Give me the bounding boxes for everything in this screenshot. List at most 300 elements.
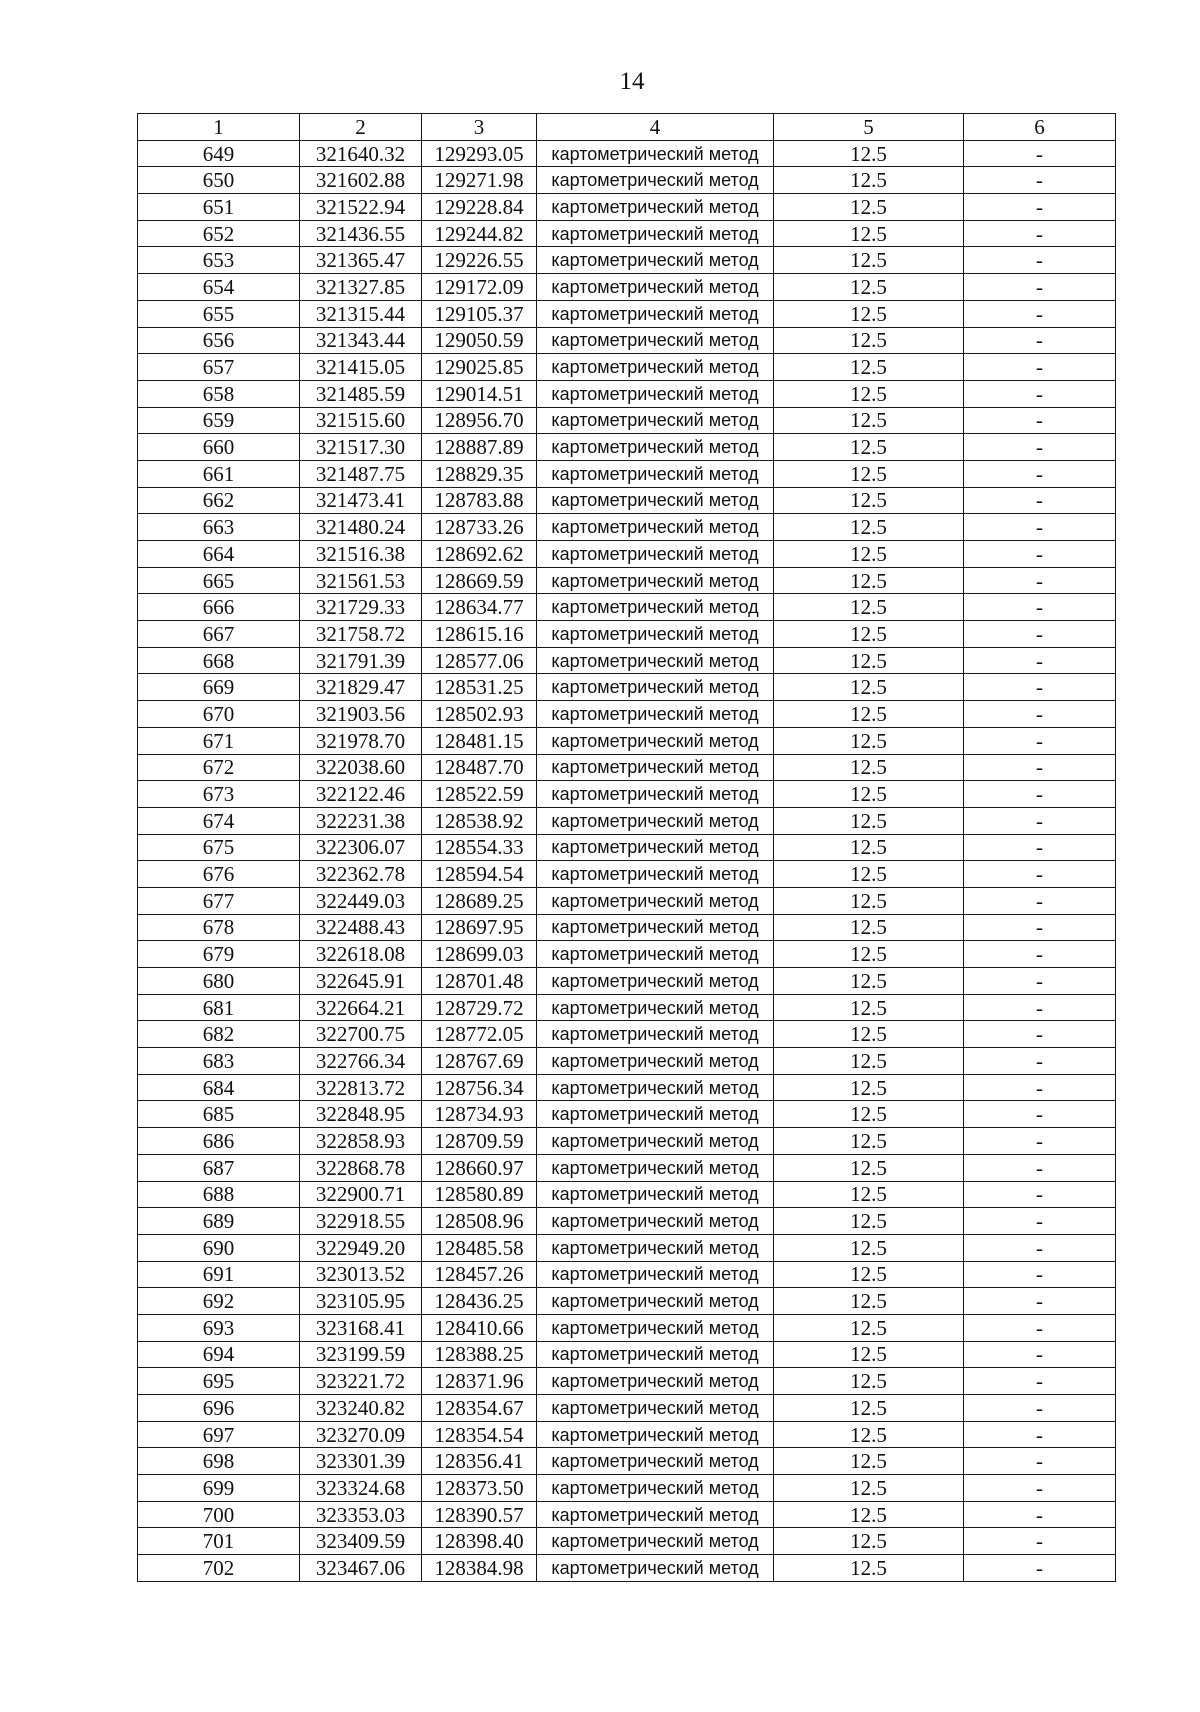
- accuracy-cell: 12.5: [774, 194, 964, 221]
- method-cell: картометрический метод: [537, 327, 774, 354]
- method-cell: картометрический метод: [537, 1475, 774, 1502]
- method-cell: картометрический метод: [537, 701, 774, 728]
- point-number-cell: 682: [138, 1021, 300, 1048]
- point-number-cell: 664: [138, 541, 300, 568]
- coordinate-y-cell: 129105.37: [422, 300, 537, 327]
- coordinate-y-cell: 128354.67: [422, 1395, 537, 1422]
- accuracy-cell: 12.5: [774, 1314, 964, 1341]
- table-row: [138, 647, 1116, 674]
- table-row: [138, 941, 1116, 968]
- method-cell: картометрический метод: [537, 1181, 774, 1208]
- coordinate-x-cell: 322122.46: [300, 781, 422, 808]
- method-cell: картометрический метод: [537, 1101, 774, 1128]
- point-number-cell: 700: [138, 1501, 300, 1528]
- method-cell: картометрический метод: [537, 914, 774, 941]
- coordinate-y-cell: 128384.98: [422, 1555, 537, 1582]
- table-row: [138, 754, 1116, 781]
- method-cell: картометрический метод: [537, 380, 774, 407]
- coordinate-y-cell: 128371.96: [422, 1368, 537, 1395]
- point-number-cell: 672: [138, 754, 300, 781]
- note-cell: -: [964, 1234, 1116, 1261]
- coordinate-y-cell: 128554.33: [422, 834, 537, 861]
- method-cell: картометрический метод: [537, 807, 774, 834]
- method-cell: картометрический метод: [537, 887, 774, 914]
- point-number-cell: 679: [138, 941, 300, 968]
- table-row: [138, 541, 1116, 568]
- note-cell: -: [964, 754, 1116, 781]
- note-cell: -: [964, 594, 1116, 621]
- table-row: [138, 1475, 1116, 1502]
- note-cell: -: [964, 140, 1116, 167]
- accuracy-cell: 12.5: [774, 1101, 964, 1128]
- coordinate-y-cell: 128701.48: [422, 968, 537, 995]
- note-cell: -: [964, 220, 1116, 247]
- note-cell: -: [964, 327, 1116, 354]
- point-number-cell: 697: [138, 1421, 300, 1448]
- column-header: 5: [774, 114, 964, 141]
- coordinate-y-cell: 128388.25: [422, 1341, 537, 1368]
- note-cell: -: [964, 1314, 1116, 1341]
- table-row: [138, 1021, 1116, 1048]
- accuracy-cell: 12.5: [774, 1074, 964, 1101]
- note-cell: -: [964, 487, 1116, 514]
- accuracy-cell: 12.5: [774, 834, 964, 861]
- note-cell: -: [964, 1208, 1116, 1235]
- point-number-cell: 654: [138, 274, 300, 301]
- table-row: [138, 727, 1116, 754]
- note-cell: -: [964, 1501, 1116, 1528]
- coordinate-x-cell: 323324.68: [300, 1475, 422, 1502]
- method-cell: картометрический метод: [537, 1421, 774, 1448]
- note-cell: -: [964, 914, 1116, 941]
- method-cell: картометрический метод: [537, 1341, 774, 1368]
- point-number-cell: 663: [138, 514, 300, 541]
- note-cell: -: [964, 541, 1116, 568]
- coordinate-y-cell: 129025.85: [422, 354, 537, 381]
- accuracy-cell: 12.5: [774, 1261, 964, 1288]
- accuracy-cell: 12.5: [774, 487, 964, 514]
- coordinate-y-cell: 128634.77: [422, 594, 537, 621]
- coordinate-x-cell: 321729.33: [300, 594, 422, 621]
- coordinate-y-cell: 128356.41: [422, 1448, 537, 1475]
- coordinate-y-cell: 128436.25: [422, 1288, 537, 1315]
- point-number-cell: 696: [138, 1395, 300, 1422]
- note-cell: -: [964, 380, 1116, 407]
- coordinate-x-cell: 322858.93: [300, 1128, 422, 1155]
- coordinate-y-cell: 129271.98: [422, 167, 537, 194]
- accuracy-cell: 12.5: [774, 621, 964, 648]
- note-cell: -: [964, 701, 1116, 728]
- method-cell: картометрический метод: [537, 754, 774, 781]
- coordinate-y-cell: 128956.70: [422, 407, 537, 434]
- column-header: 3: [422, 114, 537, 141]
- note-cell: -: [964, 674, 1116, 701]
- coordinate-y-cell: 128709.59: [422, 1128, 537, 1155]
- coordinate-x-cell: 323105.95: [300, 1288, 422, 1315]
- table-row: [138, 1074, 1116, 1101]
- coordinate-x-cell: 322664.21: [300, 994, 422, 1021]
- accuracy-cell: 12.5: [774, 941, 964, 968]
- coordinate-y-cell: 128692.62: [422, 541, 537, 568]
- method-cell: картометрический метод: [537, 1021, 774, 1048]
- accuracy-cell: 12.5: [774, 1421, 964, 1448]
- coordinate-y-cell: 128531.25: [422, 674, 537, 701]
- method-cell: картометрический метод: [537, 460, 774, 487]
- method-cell: картометрический метод: [537, 194, 774, 221]
- method-cell: картометрический метод: [537, 1528, 774, 1555]
- accuracy-cell: 12.5: [774, 807, 964, 834]
- note-cell: -: [964, 781, 1116, 808]
- note-cell: -: [964, 274, 1116, 301]
- method-cell: картометрический метод: [537, 514, 774, 541]
- point-number-cell: 652: [138, 220, 300, 247]
- table-row: [138, 674, 1116, 701]
- table-row: [138, 861, 1116, 888]
- note-cell: -: [964, 1154, 1116, 1181]
- coordinate-y-cell: 128829.35: [422, 460, 537, 487]
- coordinate-y-cell: 129293.05: [422, 140, 537, 167]
- coordinate-y-cell: 128487.70: [422, 754, 537, 781]
- table-row: [138, 1368, 1116, 1395]
- point-number-cell: 665: [138, 567, 300, 594]
- note-cell: -: [964, 1368, 1116, 1395]
- accuracy-cell: 12.5: [774, 754, 964, 781]
- coordinate-x-cell: 321978.70: [300, 727, 422, 754]
- point-number-cell: 653: [138, 247, 300, 274]
- accuracy-cell: 12.5: [774, 1154, 964, 1181]
- coordinate-y-cell: 128756.34: [422, 1074, 537, 1101]
- table-row: [138, 1421, 1116, 1448]
- note-cell: -: [964, 647, 1116, 674]
- coordinate-y-cell: 128373.50: [422, 1475, 537, 1502]
- coordinate-y-cell: 128580.89: [422, 1181, 537, 1208]
- coordinate-x-cell: 321829.47: [300, 674, 422, 701]
- accuracy-cell: 12.5: [774, 674, 964, 701]
- method-cell: картометрический метод: [537, 647, 774, 674]
- accuracy-cell: 12.5: [774, 968, 964, 995]
- method-cell: картометрический метод: [537, 567, 774, 594]
- table-row: [138, 220, 1116, 247]
- method-cell: картометрический метод: [537, 727, 774, 754]
- table-row: [138, 434, 1116, 461]
- table-row: [138, 1154, 1116, 1181]
- point-number-cell: 701: [138, 1528, 300, 1555]
- coordinate-y-cell: 128457.26: [422, 1261, 537, 1288]
- coordinate-y-cell: 128660.97: [422, 1154, 537, 1181]
- column-header: 4: [537, 114, 774, 141]
- accuracy-cell: 12.5: [774, 541, 964, 568]
- table-row: [138, 1048, 1116, 1075]
- note-cell: -: [964, 167, 1116, 194]
- point-number-cell: 667: [138, 621, 300, 648]
- note-cell: -: [964, 1395, 1116, 1422]
- note-cell: -: [964, 434, 1116, 461]
- accuracy-cell: 12.5: [774, 994, 964, 1021]
- point-number-cell: 650: [138, 167, 300, 194]
- point-number-cell: 699: [138, 1475, 300, 1502]
- coordinate-y-cell: 128733.26: [422, 514, 537, 541]
- method-cell: картометрический метод: [537, 1234, 774, 1261]
- method-cell: картометрический метод: [537, 1208, 774, 1235]
- note-cell: -: [964, 354, 1116, 381]
- table-row: [138, 247, 1116, 274]
- note-cell: -: [964, 1421, 1116, 1448]
- table-row: [138, 594, 1116, 621]
- coordinate-y-cell: 128502.93: [422, 701, 537, 728]
- accuracy-cell: 12.5: [774, 1341, 964, 1368]
- accuracy-cell: 12.5: [774, 380, 964, 407]
- method-cell: картометрический метод: [537, 1261, 774, 1288]
- method-cell: картометрический метод: [537, 834, 774, 861]
- method-cell: картометрический метод: [537, 1074, 774, 1101]
- table-row: [138, 194, 1116, 221]
- coordinate-x-cell: 321791.39: [300, 647, 422, 674]
- method-cell: картометрический метод: [537, 300, 774, 327]
- table-row: [138, 1128, 1116, 1155]
- table-header: [138, 114, 1116, 141]
- point-number-cell: 657: [138, 354, 300, 381]
- table-row: [138, 1234, 1116, 1261]
- coordinate-y-cell: 128615.16: [422, 621, 537, 648]
- method-cell: картометрический метод: [537, 594, 774, 621]
- coordinate-y-cell: 128697.95: [422, 914, 537, 941]
- column-header: 6: [964, 114, 1116, 141]
- method-cell: картометрический метод: [537, 861, 774, 888]
- coordinate-y-cell: 128508.96: [422, 1208, 537, 1235]
- point-number-cell: 651: [138, 194, 300, 221]
- table-row: [138, 567, 1116, 594]
- accuracy-cell: 12.5: [774, 1448, 964, 1475]
- note-cell: -: [964, 1048, 1116, 1075]
- point-number-cell: 698: [138, 1448, 300, 1475]
- point-number-cell: 694: [138, 1341, 300, 1368]
- coordinate-x-cell: 322231.38: [300, 807, 422, 834]
- accuracy-cell: 12.5: [774, 407, 964, 434]
- coordinate-x-cell: 321487.75: [300, 460, 422, 487]
- accuracy-cell: 12.5: [774, 514, 964, 541]
- point-number-cell: 662: [138, 487, 300, 514]
- coordinate-x-cell: 321758.72: [300, 621, 422, 648]
- method-cell: картометрический метод: [537, 1448, 774, 1475]
- note-cell: -: [964, 1261, 1116, 1288]
- note-cell: -: [964, 407, 1116, 434]
- point-number-cell: 677: [138, 887, 300, 914]
- coordinate-y-cell: 129014.51: [422, 380, 537, 407]
- coordinate-x-cell: 322645.91: [300, 968, 422, 995]
- coordinate-x-cell: 323013.52: [300, 1261, 422, 1288]
- point-number-cell: 687: [138, 1154, 300, 1181]
- coordinate-x-cell: 321561.53: [300, 567, 422, 594]
- coordinate-x-cell: 323353.03: [300, 1501, 422, 1528]
- point-number-cell: 691: [138, 1261, 300, 1288]
- table-row: [138, 274, 1116, 301]
- table-row: [138, 460, 1116, 487]
- coordinate-y-cell: 128699.03: [422, 941, 537, 968]
- point-number-cell: 686: [138, 1128, 300, 1155]
- column-header: 2: [300, 114, 422, 141]
- accuracy-cell: 12.5: [774, 274, 964, 301]
- coordinate-x-cell: 323221.72: [300, 1368, 422, 1395]
- method-cell: картометрический метод: [537, 781, 774, 808]
- method-cell: картометрический метод: [537, 621, 774, 648]
- coordinate-x-cell: 322813.72: [300, 1074, 422, 1101]
- note-cell: -: [964, 247, 1116, 274]
- table-row: [138, 380, 1116, 407]
- point-number-cell: 685: [138, 1101, 300, 1128]
- note-cell: -: [964, 941, 1116, 968]
- point-number-cell: 684: [138, 1074, 300, 1101]
- point-number-cell: 690: [138, 1234, 300, 1261]
- coordinate-y-cell: 129172.09: [422, 274, 537, 301]
- coordinate-y-cell: 128783.88: [422, 487, 537, 514]
- method-cell: картометрический метод: [537, 220, 774, 247]
- table-row: [138, 1314, 1116, 1341]
- point-number-cell: 678: [138, 914, 300, 941]
- point-number-cell: 693: [138, 1314, 300, 1341]
- coordinate-x-cell: 322918.55: [300, 1208, 422, 1235]
- coordinate-x-cell: 323168.41: [300, 1314, 422, 1341]
- coordinate-y-cell: 128734.93: [422, 1101, 537, 1128]
- coordinate-x-cell: 322700.75: [300, 1021, 422, 1048]
- point-number-cell: 674: [138, 807, 300, 834]
- point-number-cell: 660: [138, 434, 300, 461]
- coordinate-x-cell: 321640.32: [300, 140, 422, 167]
- accuracy-cell: 12.5: [774, 647, 964, 674]
- method-cell: картометрический метод: [537, 247, 774, 274]
- coordinate-x-cell: 323301.39: [300, 1448, 422, 1475]
- coordinate-x-cell: 322306.07: [300, 834, 422, 861]
- point-number-cell: 673: [138, 781, 300, 808]
- coordinate-y-cell: 128398.40: [422, 1528, 537, 1555]
- method-cell: картометрический метод: [537, 968, 774, 995]
- coordinate-y-cell: 128689.25: [422, 887, 537, 914]
- table-row: [138, 327, 1116, 354]
- coordinate-x-cell: 323270.09: [300, 1421, 422, 1448]
- table-row: [138, 1208, 1116, 1235]
- coordinate-x-cell: 321903.56: [300, 701, 422, 728]
- point-number-cell: 695: [138, 1368, 300, 1395]
- accuracy-cell: 12.5: [774, 247, 964, 274]
- method-cell: картометрический метод: [537, 1154, 774, 1181]
- coordinate-x-cell: 323240.82: [300, 1395, 422, 1422]
- method-cell: картометрический метод: [537, 407, 774, 434]
- accuracy-cell: 12.5: [774, 1234, 964, 1261]
- coordinate-y-cell: 128481.15: [422, 727, 537, 754]
- note-cell: -: [964, 1101, 1116, 1128]
- point-number-cell: 656: [138, 327, 300, 354]
- coordinate-x-cell: 321522.94: [300, 194, 422, 221]
- table-row: [138, 1501, 1116, 1528]
- page-number: 14: [619, 68, 645, 95]
- accuracy-cell: 12.5: [774, 727, 964, 754]
- note-cell: -: [964, 887, 1116, 914]
- method-cell: картометрический метод: [537, 167, 774, 194]
- method-cell: картометрический метод: [537, 1048, 774, 1075]
- coordinate-x-cell: 322038.60: [300, 754, 422, 781]
- coordinate-y-cell: 129050.59: [422, 327, 537, 354]
- coordinate-x-cell: 321480.24: [300, 514, 422, 541]
- method-cell: картометрический метод: [537, 994, 774, 1021]
- table-row: [138, 994, 1116, 1021]
- note-cell: -: [964, 968, 1116, 995]
- coordinate-x-cell: 322900.71: [300, 1181, 422, 1208]
- point-number-cell: 675: [138, 834, 300, 861]
- coordinate-y-cell: 128669.59: [422, 567, 537, 594]
- table-row: [138, 1528, 1116, 1555]
- coordinate-x-cell: 323467.06: [300, 1555, 422, 1582]
- coordinate-x-cell: 322362.78: [300, 861, 422, 888]
- point-number-cell: 689: [138, 1208, 300, 1235]
- table-body: [138, 140, 1116, 1581]
- coordinate-x-cell: 321485.59: [300, 380, 422, 407]
- accuracy-cell: 12.5: [774, 167, 964, 194]
- point-number-cell: 661: [138, 460, 300, 487]
- coordinate-x-cell: 322949.20: [300, 1234, 422, 1261]
- note-cell: -: [964, 834, 1116, 861]
- table-row: [138, 701, 1116, 728]
- accuracy-cell: 12.5: [774, 1501, 964, 1528]
- coordinate-y-cell: 128485.58: [422, 1234, 537, 1261]
- coordinate-y-cell: 128410.66: [422, 1314, 537, 1341]
- method-cell: картометрический метод: [537, 1501, 774, 1528]
- coordinate-y-cell: 128729.72: [422, 994, 537, 1021]
- coordinate-y-cell: 128390.57: [422, 1501, 537, 1528]
- point-number-cell: 655: [138, 300, 300, 327]
- point-number-cell: 658: [138, 380, 300, 407]
- coordinate-x-cell: 321516.38: [300, 541, 422, 568]
- point-number-cell: 683: [138, 1048, 300, 1075]
- note-cell: -: [964, 1288, 1116, 1315]
- note-cell: -: [964, 1128, 1116, 1155]
- coordinate-x-cell: 321343.44: [300, 327, 422, 354]
- method-cell: картометрический метод: [537, 1288, 774, 1315]
- method-cell: картометрический метод: [537, 541, 774, 568]
- accuracy-cell: 12.5: [774, 887, 964, 914]
- note-cell: -: [964, 567, 1116, 594]
- table-row: [138, 300, 1116, 327]
- point-number-cell: 659: [138, 407, 300, 434]
- point-number-cell: 688: [138, 1181, 300, 1208]
- accuracy-cell: 12.5: [774, 861, 964, 888]
- coordinate-y-cell: 128354.54: [422, 1421, 537, 1448]
- coordinates-table: [137, 113, 1116, 1582]
- accuracy-cell: 12.5: [774, 220, 964, 247]
- method-cell: картометрический метод: [537, 1314, 774, 1341]
- coordinate-y-cell: 128577.06: [422, 647, 537, 674]
- point-number-cell: 670: [138, 701, 300, 728]
- accuracy-cell: 12.5: [774, 1128, 964, 1155]
- point-number-cell: 649: [138, 140, 300, 167]
- accuracy-cell: 12.5: [774, 1288, 964, 1315]
- coordinate-y-cell: 128522.59: [422, 781, 537, 808]
- coordinate-x-cell: 321327.85: [300, 274, 422, 301]
- table-row: [138, 487, 1116, 514]
- table-row: [138, 140, 1116, 167]
- accuracy-cell: 12.5: [774, 1048, 964, 1075]
- note-cell: -: [964, 460, 1116, 487]
- table-row: [138, 781, 1116, 808]
- coordinate-y-cell: 129244.82: [422, 220, 537, 247]
- accuracy-cell: 12.5: [774, 1368, 964, 1395]
- table-row: [138, 1181, 1116, 1208]
- note-cell: -: [964, 807, 1116, 834]
- accuracy-cell: 12.5: [774, 354, 964, 381]
- column-header: 1: [138, 114, 300, 141]
- table-row: [138, 407, 1116, 434]
- accuracy-cell: 12.5: [774, 140, 964, 167]
- accuracy-cell: 12.5: [774, 460, 964, 487]
- note-cell: -: [964, 861, 1116, 888]
